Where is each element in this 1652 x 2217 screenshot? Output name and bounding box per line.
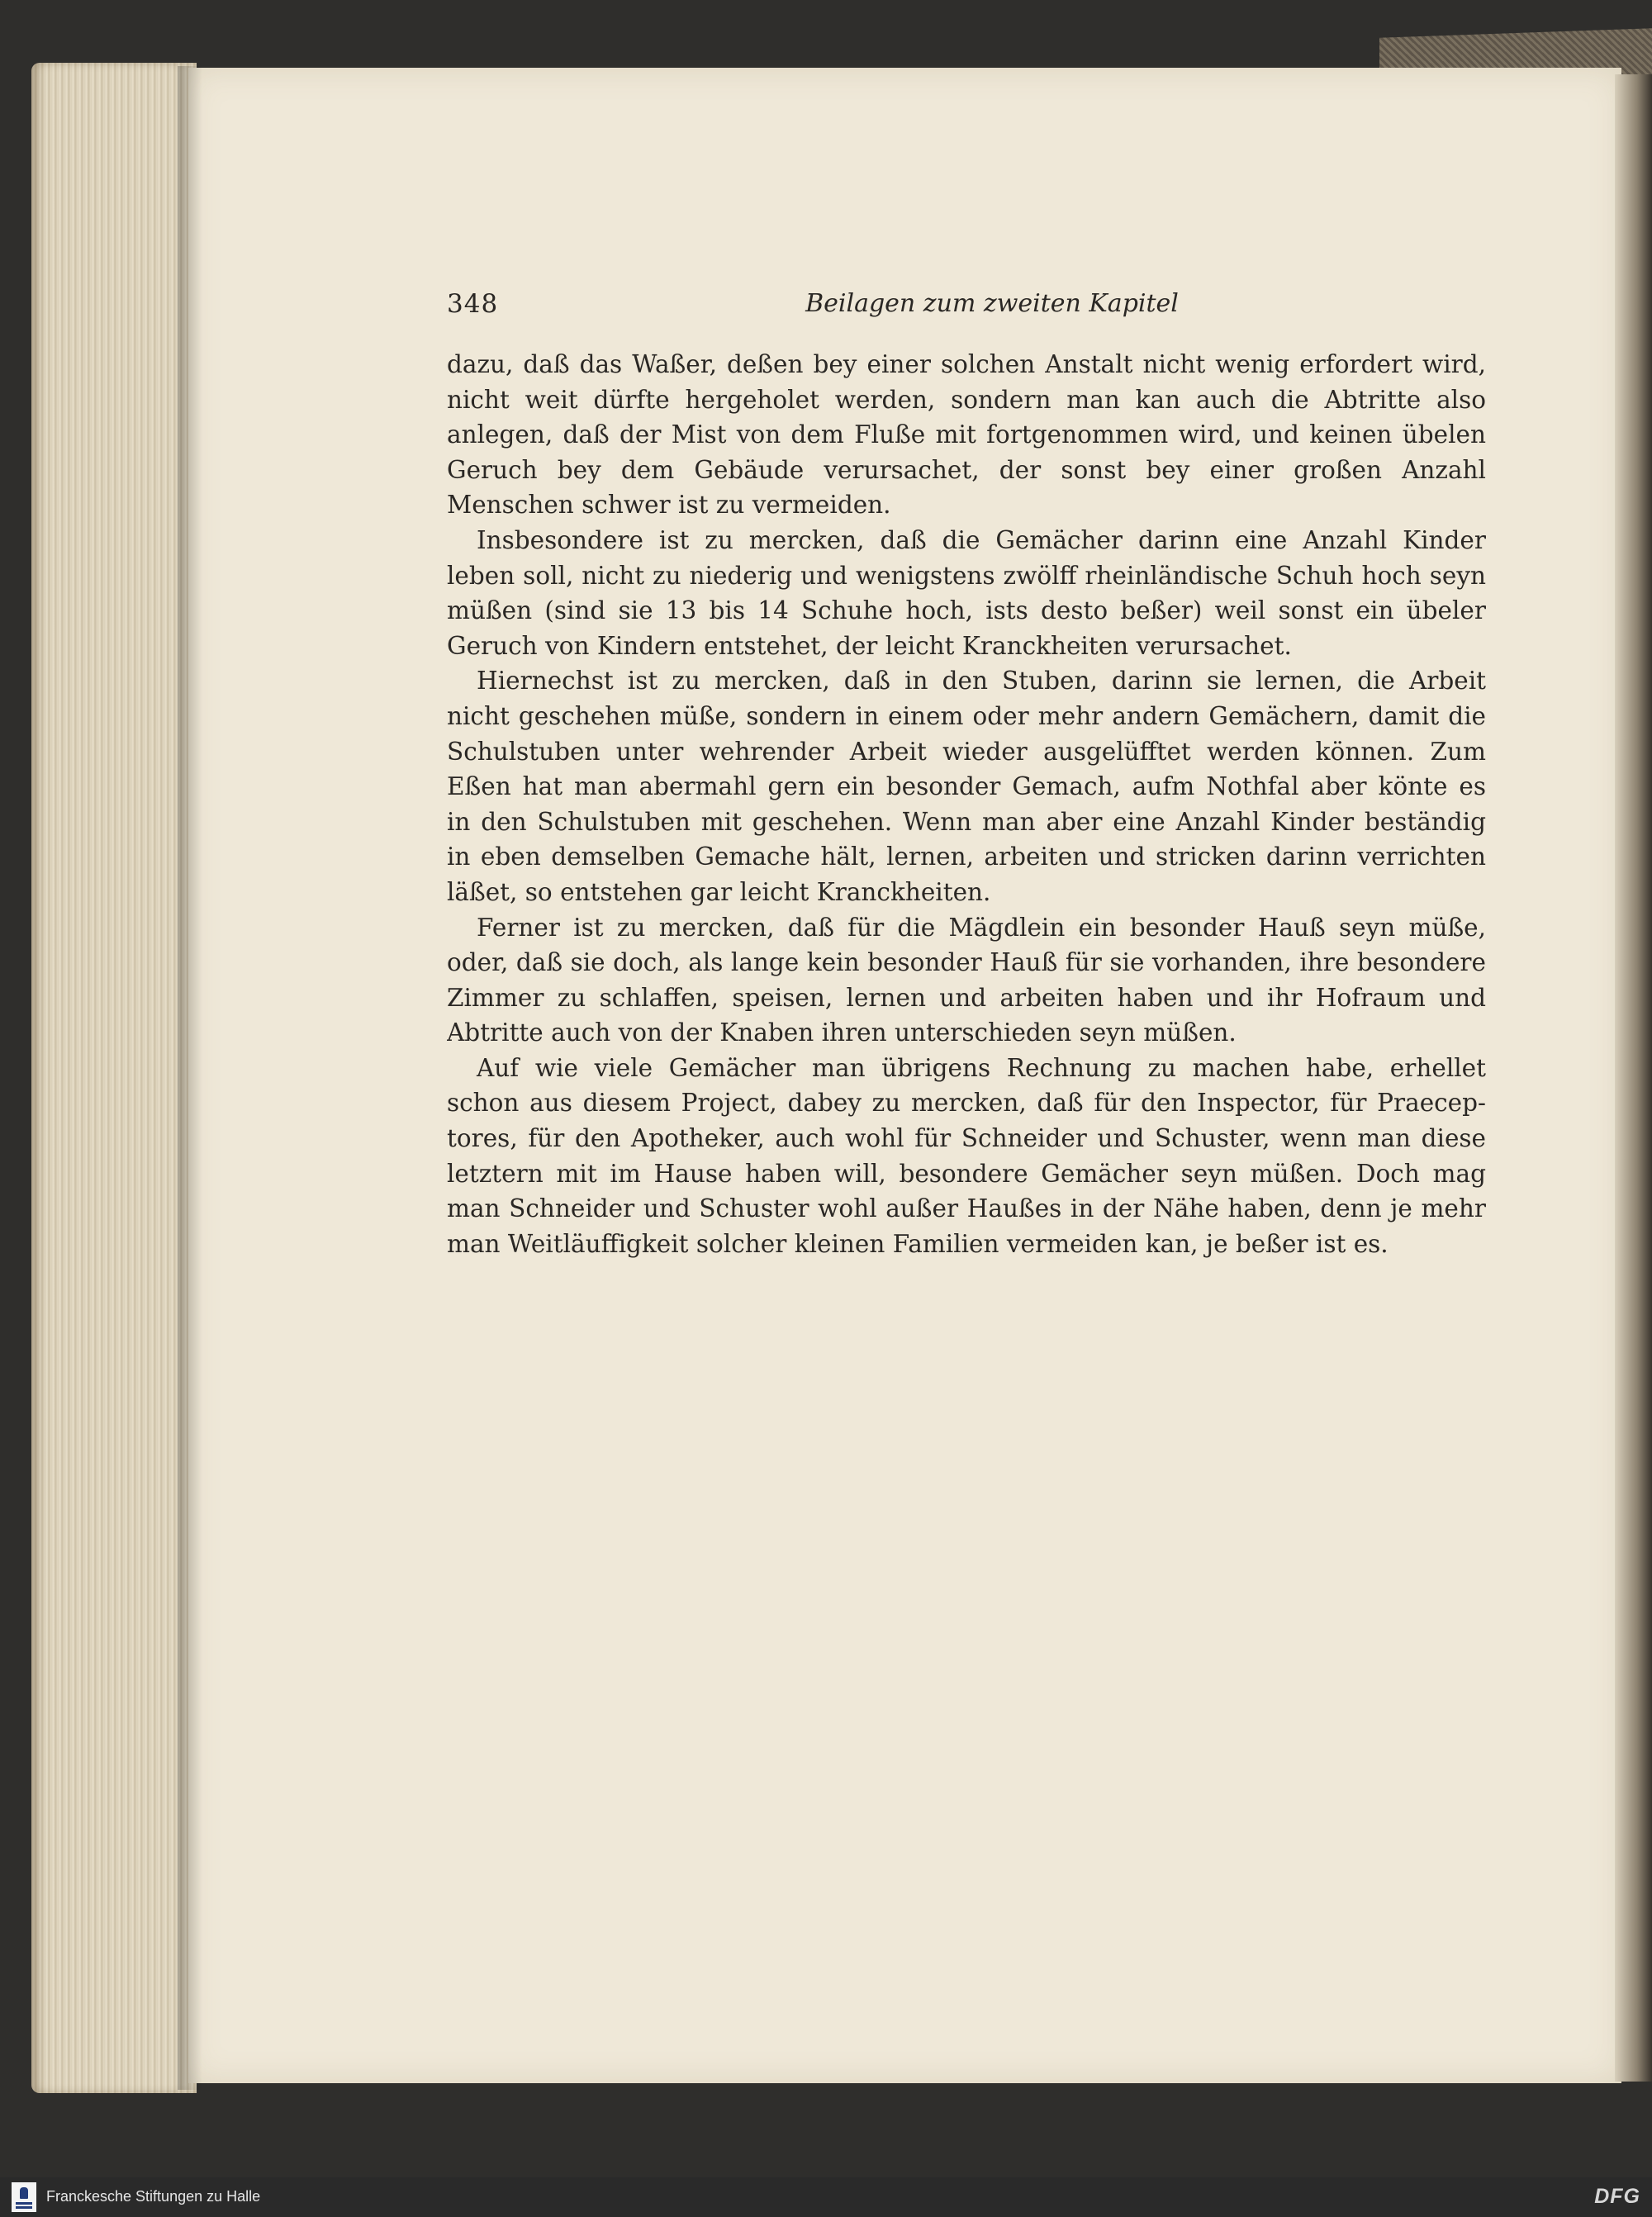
text-line: Abtritte auch von der Knaben ihren unterschieden seyn müßen. xyxy=(447,1018,1237,1047)
institution-name[interactable]: Franckesche Stiftungen zu Halle xyxy=(46,2188,261,2205)
page-stack-edge xyxy=(31,63,197,2093)
text-line: Hiernechst ist zu mercken, daß in den Stuben, darinn sie lernen, die Arbeit xyxy=(477,667,1486,695)
text-line: Auf wie viele Gemächer man übrigens Rechnung zu machen habe, erhellet xyxy=(477,1053,1486,1082)
viewer-footer xyxy=(0,2177,1652,2217)
text-line: in den Schulstuben mit geschehen. Wenn man aber eine Anzahl Kinder beständig xyxy=(447,807,1486,836)
institution-logo-icon xyxy=(12,2182,36,2212)
text-line: nicht geschehen müße, sondern in einem oder mehr andern Gemächern, damit die xyxy=(447,701,1486,730)
text-line: nicht weit dürfte hergeholet werden, sondern man kan auch die Abtritte also xyxy=(447,385,1486,414)
text-line: man Schneider und Schuster wohl außer Haußes in der Nähe haben, denn je mehr xyxy=(447,1194,1486,1223)
text-line: letztern mit im Hause haben will, besondere Gemächer seyn müßen. Doch mag xyxy=(447,1159,1486,1188)
dfg-logo[interactable]: DFG xyxy=(1594,2185,1640,2208)
text-line: müßen (sind sie 13 bis 14 Schuhe hoch, ists desto beßer) weil sonst ein übeler xyxy=(447,596,1486,625)
body-text xyxy=(447,347,1486,1261)
text-line: in eben demselben Gemache hält, lernen, arbeiten und stricken darinn verrichten xyxy=(447,843,1486,871)
text-line: Zimmer zu schlaffen, speisen, lernen und arbeiten haben und ihr Hofraum und xyxy=(447,983,1486,1012)
page-number: 348 xyxy=(447,289,499,319)
text-line: Ferner ist zu mercken, daß für die Mägdlein ein besonder Hauß seyn müße, xyxy=(477,913,1486,942)
text-line: tores, für den Apotheker, auch wohl für Schneider und Schuster, wenn man diese xyxy=(447,1124,1486,1153)
text-line: oder, daß sie doch, als lange kein besonder Hauß für sie vorhanden, ihre besondere xyxy=(447,948,1486,977)
text-line: läßet, so entstehen gar leicht Kranckheiten. xyxy=(447,877,991,906)
page-right-edge xyxy=(1615,74,1652,2082)
text-line: Menschen schwer ist zu vermeiden. xyxy=(447,491,891,520)
text-line: leben soll, nicht zu niederig und wenigstens zwölff rheinländische Schuh hoch seyn xyxy=(447,561,1486,590)
text-line: Geruch von Kindern entstehet, der leicht Kranckheiten verursachet. xyxy=(447,631,1292,660)
text-line: Geruch bey dem Gebäude verursachet, der sonst bey einer großen Anzahl xyxy=(447,455,1486,484)
text-line: dazu, daß das Waßer, deßen bey einer solchen Anstalt nicht wenig erfordert wird, xyxy=(447,350,1486,378)
page-header xyxy=(447,289,1488,327)
running-title: Beilagen zum zweiten Kapitel xyxy=(805,289,1179,318)
gutter-shadow xyxy=(178,66,202,2090)
text-line: Schulstuben unter wehrender Arbeit wieder ausgelüfftet werden können. Zum xyxy=(447,737,1486,766)
text-line: man Weitläuffigkeit solcher kleinen Familien vermeiden kan, je beßer ist es. xyxy=(447,1229,1389,1258)
text-line: Insbesondere ist zu mercken, daß die Gemächer darinn eine Anzahl Kinder xyxy=(477,525,1486,554)
text-line: Eßen hat man abermahl gern ein besonder Gemach, aufm Nothfal aber könte es xyxy=(447,772,1486,801)
text-line: schon aus diesem Project, dabey zu mercken, daß für den Inspector, für Praecep- xyxy=(447,1089,1486,1118)
text-line: anlegen, daß der Mist von dem Fluße mit fortgenommen wird, und keinen übelen xyxy=(447,420,1486,449)
